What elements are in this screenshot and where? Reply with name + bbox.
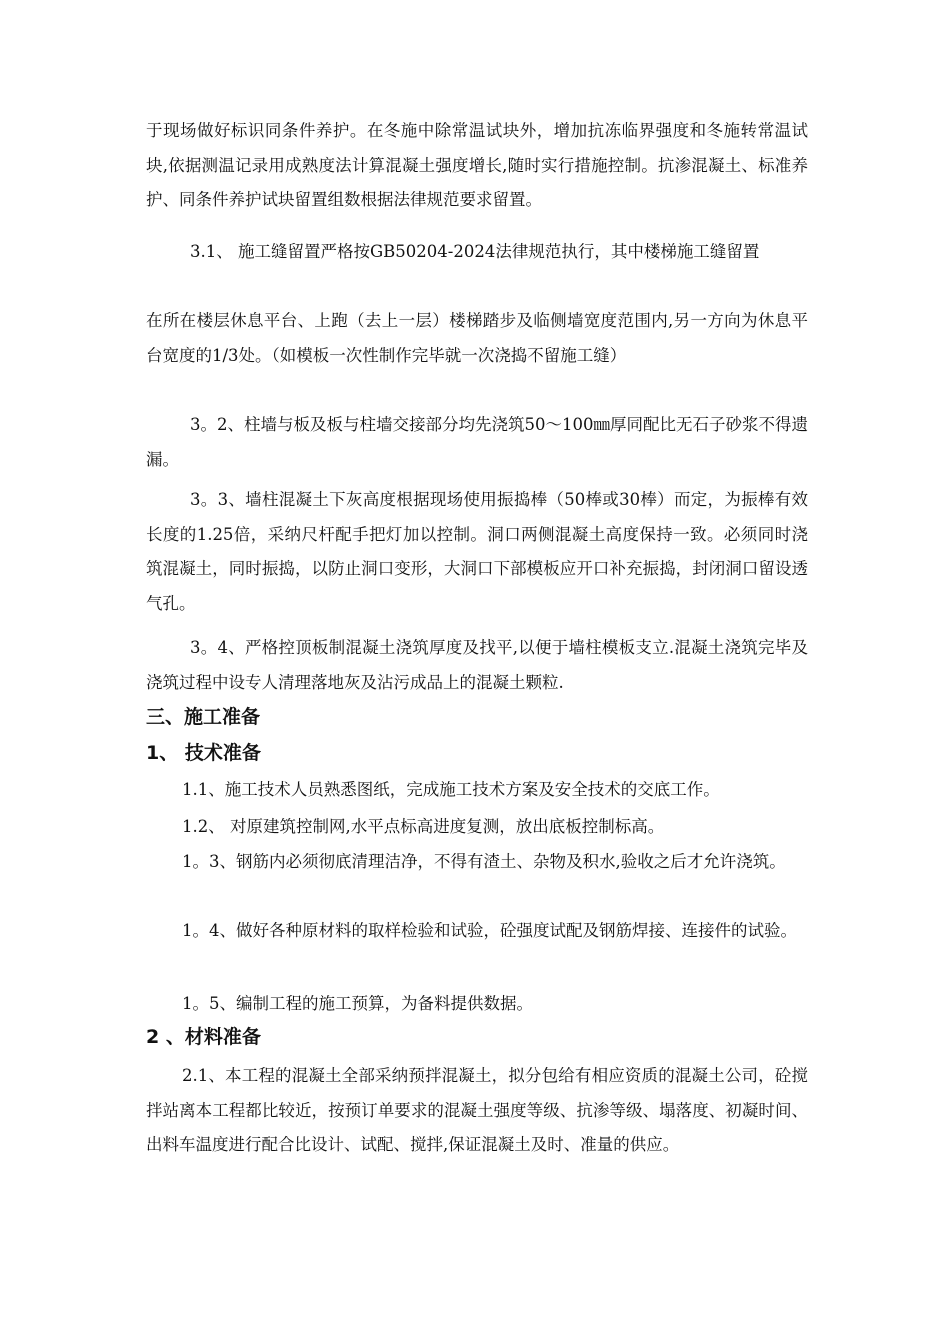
heading-construction-preparation: 三、施工准备 bbox=[146, 706, 261, 728]
paragraph-3-1-construction-joints: 3.1、 施工缝留置严格按GB50204-2024法律规范执行，其中楼梯施工缝留置 bbox=[190, 242, 760, 261]
paragraph-3-2-mortar: 3。2、柱墙与板及板与柱墙交接部分均先浇筑50～100㎜厚同配比无石子砂浆不得遗漏。 bbox=[146, 415, 808, 469]
paragraph-1-4: 1。4、做好各种原材料的取样检验和试验，砼强度试配及钢筋焊接、连接件的试验。 bbox=[182, 921, 797, 940]
paragraph-1-1: 1.1、施工技术人员熟悉图纸，完成施工技术方案及安全技术的交底工作。 bbox=[182, 780, 720, 799]
paragraph-2-1: 2.1、本工程的混凝土全部采纳预拌混凝土，拟分包给有相应资质的混凝土公司，砼搅拌站离本工程都比较近，按预订单要求的混凝土强度等级、抗渗等级、塌落度、初凝时间、出料车温度进行配合比设计、试配、搅拌,保证混凝土及时、准量的供应。 bbox=[146, 1066, 808, 1154]
paragraph-1-2: 1.2、 对原建筑控制网,水平点标高进度复测，放出底板控制标高。 bbox=[182, 817, 665, 836]
heading-material-preparation: 2 、材料准备 bbox=[146, 1026, 261, 1048]
paragraph-3-3-pour-height: 3。3、墙柱混凝土下灰高度根据现场使用振捣棒（50棒或30棒）而定，为振棒有效长度的1.25倍，采纳尺杆配手把灯加以控制。洞口两侧混凝土高度保持一致。必须同时浇筑混凝土，同时振捣，以防止洞口变形，大洞口下部模板应开口补充振捣，封闭洞口留设透气孔。 bbox=[146, 490, 808, 613]
paragraph-1-3: 1。3、钢筋内必须彻底清理洁净，不得有渣土、杂物及积水,验收之后才允许浇筑。 bbox=[182, 852, 786, 871]
paragraph-curing-specimens: 于现场做好标识同条件养护。在冬施中除常温试块外，增加抗冻临界强度和冬施转常温试块,依据测温记录用成熟度法计算混凝土强度增长,随时实行措施控制。抗渗混凝土、标准养护、同条件养护试块留置组数根据法律规范要求留置。 bbox=[146, 121, 808, 209]
paragraph-3-1-stair-joint-location: 在所在楼层休息平台、上跑（去上一层）楼梯踏步及临侧墙宽度范围内,另一方向为休息平台宽度的1/3处。（如模板一次性制作完毕就一次浇捣不留施工缝） bbox=[146, 311, 808, 365]
paragraph-3-4-slab-thickness: 3。4、严格控顶板制混凝土浇筑厚度及找平,以便于墙柱模板支立.混凝土浇筑完毕及浇筑过程中设专人清理落地灰及沾污成品上的混凝土颗粒. bbox=[146, 638, 808, 692]
heading-technical-preparation: 1、 技术准备 bbox=[146, 742, 261, 764]
paragraph-1-5: 1。5、编制工程的施工预算，为备料提供数据。 bbox=[182, 994, 533, 1013]
